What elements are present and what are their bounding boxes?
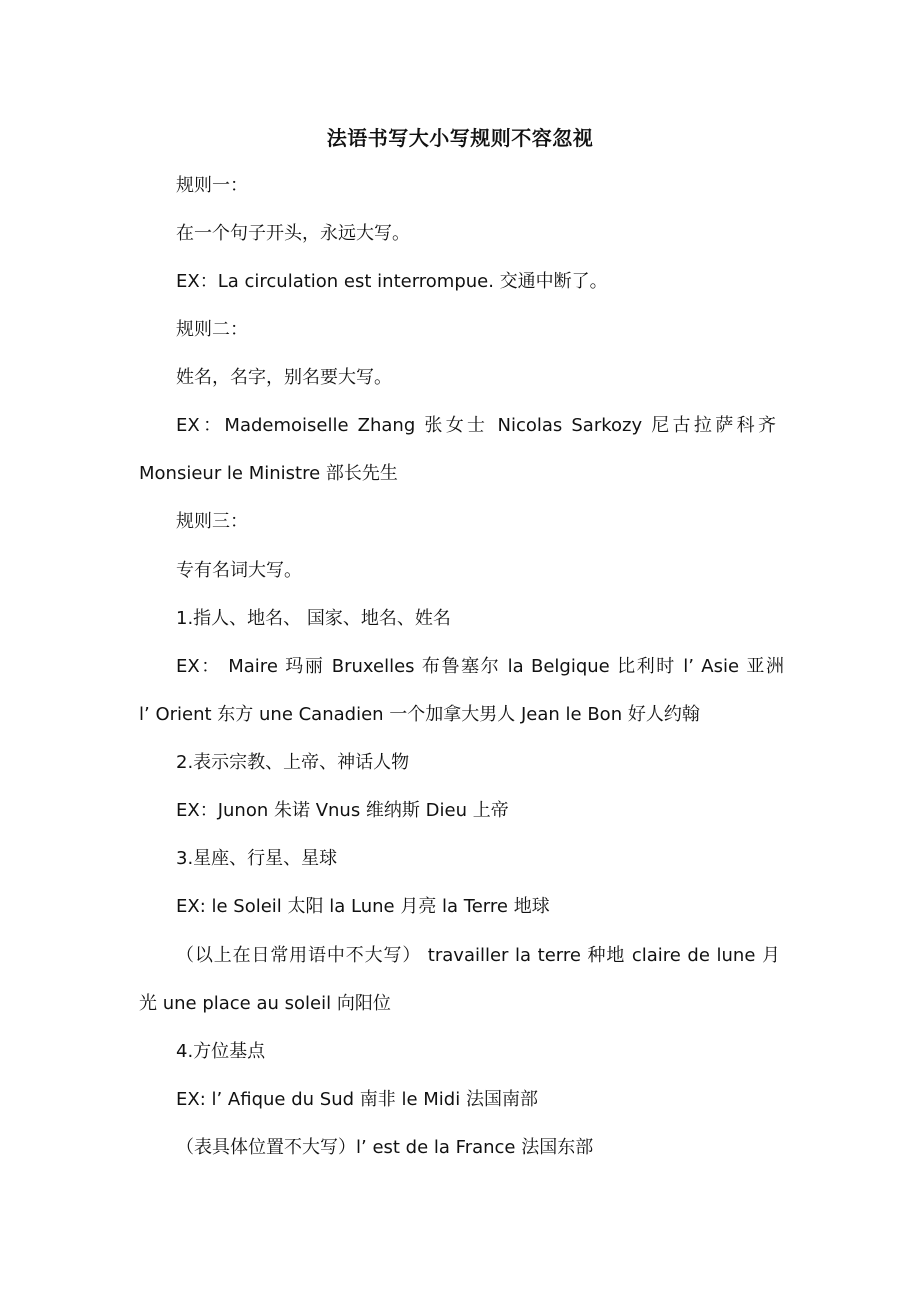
rule-3-item-1-example-line-2: l’ Orient 东方 une Canadien 一个加拿大男人 Jean le Bon 好人约翰 xyxy=(139,704,700,725)
rule-2-heading: 规则二： xyxy=(176,319,248,340)
rule-2-example-line-1: EX：Mademoiselle Zhang 张女士 Nicolas Sarkozy 尼古拉萨科齐 xyxy=(176,415,776,436)
rule-3-item-2-example: EX：Junon 朱诺 Vnus 维纳斯 Dieu 上帝 xyxy=(176,800,509,821)
rule-3-item-3-note-line-2: 光 une place au soleil 向阳位 xyxy=(139,993,391,1014)
rule-3-heading: 规则三： xyxy=(176,511,248,532)
document-title: 法语书写大小写规则不容忽视 xyxy=(326,126,594,150)
rule-3-item-3: 3.星座、行星、星球 xyxy=(176,848,338,869)
rule-3-text: 专有名词大写。 xyxy=(176,560,302,581)
rule-2-example-line-2: Monsieur le Ministre 部长先生 xyxy=(139,463,398,484)
rule-1-text: 在一个句子开头，永远大写。 xyxy=(176,223,410,244)
rule-3-item-2: 2.表示宗教、上帝、神话人物 xyxy=(176,752,410,773)
rule-1-example: EX：La circulation est interrompue. 交通中断了。 xyxy=(176,271,608,292)
rule-1-heading: 规则一： xyxy=(176,175,248,196)
rule-2-text: 姓名，名字，别名要大写。 xyxy=(176,367,392,388)
rule-3-item-4: 4.方位基点 xyxy=(176,1041,266,1062)
rule-3-item-3-example: EX: le Soleil 太阳 la Lune 月亮 la Terre 地球 xyxy=(176,896,550,917)
rule-3-item-4-example: EX: l’ Afique du Sud 南非 le Midi 法国南部 xyxy=(176,1089,538,1110)
rule-3-item-3-note-line-1: （以上在日常用语中不大写） travailler la terre 种地 claire de lune 月 xyxy=(176,945,780,966)
rule-3-item-1: 1.指人、地名、 国家、地名、姓名 xyxy=(176,608,451,629)
rule-3-item-4-note: （表具体位置不大写）l’ est de la France 法国东部 xyxy=(176,1137,594,1158)
rule-3-item-1-example-line-1: EX： Maire 玛丽 Bruxelles 布鲁塞尔 la Belgique 比利时 l’ Asie 亚洲 xyxy=(176,656,784,677)
